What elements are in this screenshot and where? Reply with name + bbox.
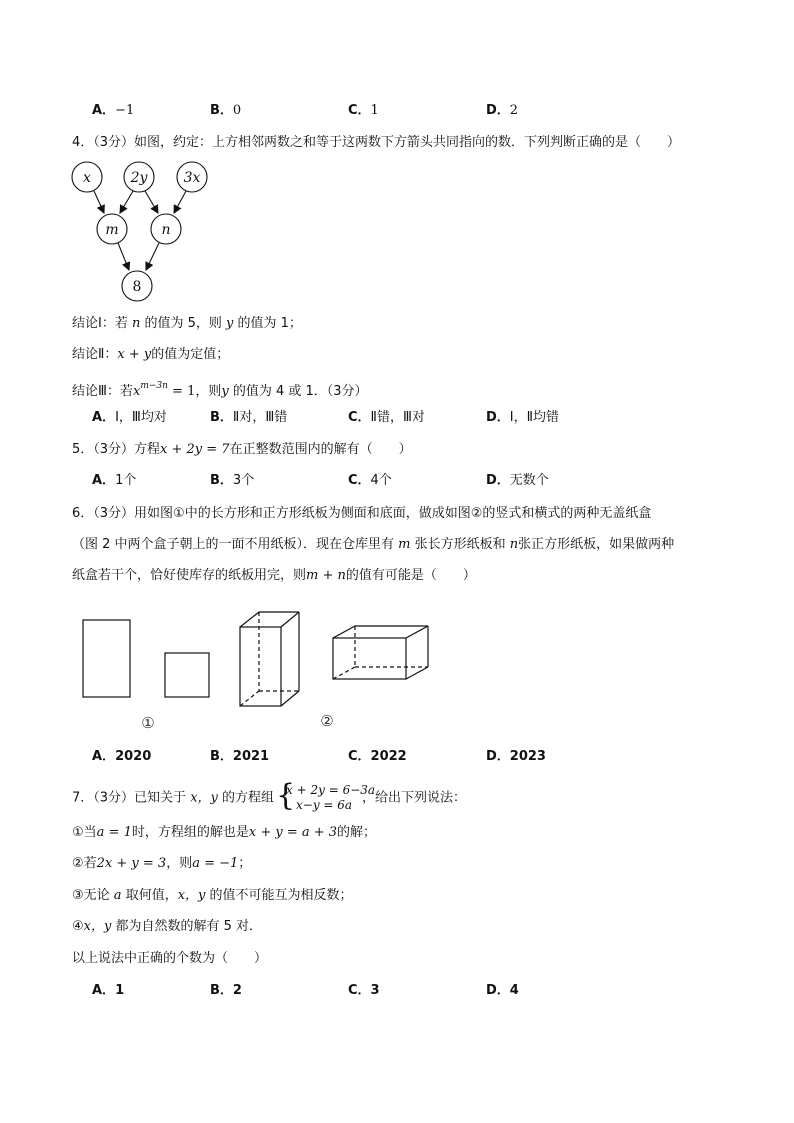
- square-board: [165, 653, 209, 697]
- q6-options: [92, 748, 772, 766]
- q4-conclusion-2: 结论Ⅱ：x + y的值为定值；: [72, 347, 230, 362]
- q7-option-b[interactable]: B．2: [210, 983, 242, 998]
- q6-figures: [0, 600, 794, 740]
- node-n: n: [161, 222, 171, 238]
- vertical-box: [240, 612, 299, 706]
- q6-stem-line-2: （图 2 中两个盒子朝上的一面不用纸板）．现在仓库里有 m 张长方形纸板和 n张正方形纸板，如果做两种: [72, 537, 675, 552]
- q6-stem-line-3: 纸盒若干个，恰好使库存的纸板用完，则m + n的值有可能是（ ）: [72, 568, 476, 583]
- q5-option-a[interactable]: A．1个: [92, 473, 137, 488]
- q5-stem: 5．（3分）方程x + 2y = 7在正整数范围内的解有（ ）: [72, 442, 412, 457]
- q3-option-a[interactable]: A．−1: [92, 103, 135, 118]
- q4-number-tree-diagram: [0, 0, 794, 320]
- q7-statement-1: ①当a = 1时，方程组的解也是x + y = a + 3的解；: [72, 825, 377, 840]
- q4-option-c[interactable]: C．Ⅱ错，Ⅲ对: [348, 410, 425, 425]
- q6-option-c[interactable]: C．2022: [348, 749, 407, 764]
- q7-stem: 7．（3分）已知关于 x，y 的方程组 { x + 2y = 6−3a x−y = 6a ，给出下列说法：: [72, 778, 467, 813]
- q7-statement-4: ④x，y 都为自然数的解有 5 对．: [72, 919, 263, 934]
- q7-question: 以上说法中正确的个数为（ ）: [72, 951, 268, 966]
- node-2y: 2y: [130, 170, 148, 186]
- rectangle-board: [83, 620, 130, 697]
- q4-option-d[interactable]: D．Ⅰ，Ⅱ均错: [486, 410, 560, 425]
- q7-statement-3: ③无论 a 取何值，x，y 的值不可能互为相反数；: [72, 888, 353, 903]
- figure-2-label: ②: [320, 712, 334, 730]
- q4-conclusion-1: 结论Ⅰ：若 n 的值为 5，则 y 的值为 1；: [72, 316, 302, 331]
- q5-option-b[interactable]: B．3个: [210, 473, 255, 488]
- q4-option-b[interactable]: B．Ⅱ对，Ⅲ错: [210, 410, 288, 425]
- q4-options: [92, 409, 772, 427]
- q7-statement-2: ②若2x + y = 3，则a = −1；: [72, 856, 252, 871]
- q6-option-d[interactable]: D．2023: [486, 749, 546, 764]
- q6-option-b[interactable]: B．2021: [210, 749, 270, 764]
- q5-option-d[interactable]: D．无数个: [486, 473, 549, 488]
- q7-option-a[interactable]: A．1: [92, 983, 125, 998]
- q3-option-c[interactable]: C．1: [348, 103, 379, 118]
- q4-option-a[interactable]: A．Ⅰ，Ⅲ均对: [92, 410, 167, 425]
- q4-conclusion-3: 结论Ⅲ：若$x^{m-3n} = 1$，则y 的值为 4 或 1．（3分）: [72, 381, 368, 399]
- q7-option-d[interactable]: D．4: [486, 983, 519, 998]
- equation-system: { x + 2y = 6−3a x−y = 6a: [276, 778, 376, 813]
- q3-option-b[interactable]: B．0: [210, 103, 242, 118]
- node-m: m: [105, 222, 119, 238]
- q5-option-c[interactable]: C．4个: [348, 473, 392, 488]
- q6-option-a[interactable]: A．2020: [92, 749, 152, 764]
- node-3x: 3x: [183, 170, 201, 186]
- q7-options: [92, 982, 772, 1000]
- q3-option-d[interactable]: D．2: [486, 103, 519, 118]
- q5-options: [92, 472, 772, 490]
- q4-stem: 4．（3分）如图，约定：上方相邻两数之和等于这两数下方箭头共同指向的数．下列判断正确的是（ ）: [72, 135, 681, 150]
- figure-1-label: ①: [141, 714, 155, 732]
- horizontal-box: [333, 626, 428, 679]
- node-8: 8: [132, 279, 142, 295]
- node-x: x: [83, 170, 91, 186]
- q6-stem-line-1: 6．（3分）用如图①中的长方形和正方形纸板为侧面和底面，做成如图②的竖式和横式的两种无盖纸盒: [72, 506, 652, 521]
- q7-option-c[interactable]: C．3: [348, 983, 380, 998]
